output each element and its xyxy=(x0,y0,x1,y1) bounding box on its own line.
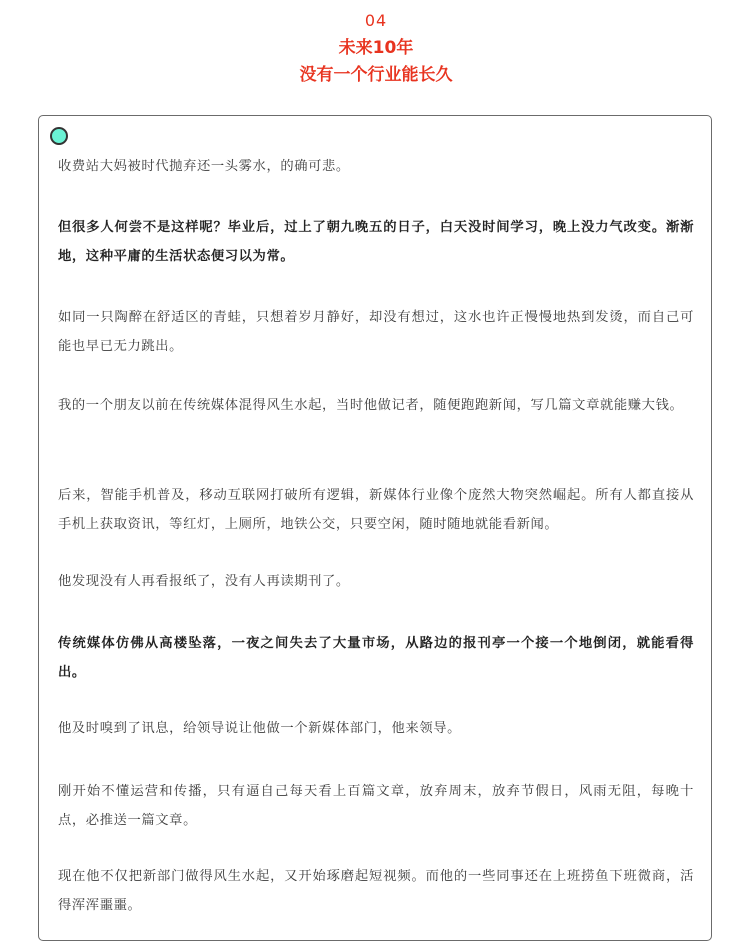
paragraph-4: 我的一个朋友以前在传统媒体混得风生水起，当时他做记者，随便跑跑新闻，写几篇文章就能赚大钱。 xyxy=(58,398,684,413)
section-title-line1: 未来10年 xyxy=(338,38,414,58)
article-card xyxy=(38,115,712,941)
paragraph-5: 后来，智能手机普及，移动互联网打破所有逻辑，新媒体行业像个庞然大物突然崛起。所有人都直接从手机上获取资讯，等红灯，上厕所，地铁公交，只要空闲，随时随地就能看新闻。 xyxy=(58,488,694,532)
section-number: 04 xyxy=(364,11,388,30)
paragraph-3: 如同一只陶醉在舒适区的青蛙，只想着岁月静好，却没有想过，这水也许正慢慢地热到发烫，而自己可能也早已无力跳出。 xyxy=(58,310,694,354)
paragraph-7: 传统媒体仿佛从高楼坠落，一夜之间失去了大量市场，从路边的报刊亭一个接一个地倒闭，就能看得出。 xyxy=(58,636,694,680)
paragraph-9: 刚开始不懂运营和传播，只有逼自己每天看上百篇文章，放弃周末，放弃节假日，风雨无阻，每晚十点，必推送一篇文章。 xyxy=(58,784,694,828)
paragraph-1: 收费站大妈被时代抛弃还一头雾水，的确可悲。 xyxy=(58,159,350,174)
paragraph-6: 他发现没有人再看报纸了，没有人再读期刊了。 xyxy=(58,574,350,589)
section-title-line2: 没有一个行业能长久 xyxy=(299,65,453,85)
paragraph-2: 但很多人何尝不是这样呢？毕业后，过上了朝九晚五的日子，白天没时间学习，晚上没力气改变。渐渐地，这种平庸的生活状态便习以为常。 xyxy=(58,220,694,264)
circle-bullet-icon xyxy=(50,127,68,145)
paragraph-8: 他及时嗅到了讯息，给领导说让他做一个新媒体部门，他来领导。 xyxy=(58,721,462,736)
paragraph-10: 现在他不仅把新部门做得风生水起，又开始琢磨起短视频。而他的一些同事还在上班捞鱼下班微商，活得浑浑噩噩。 xyxy=(58,869,694,913)
